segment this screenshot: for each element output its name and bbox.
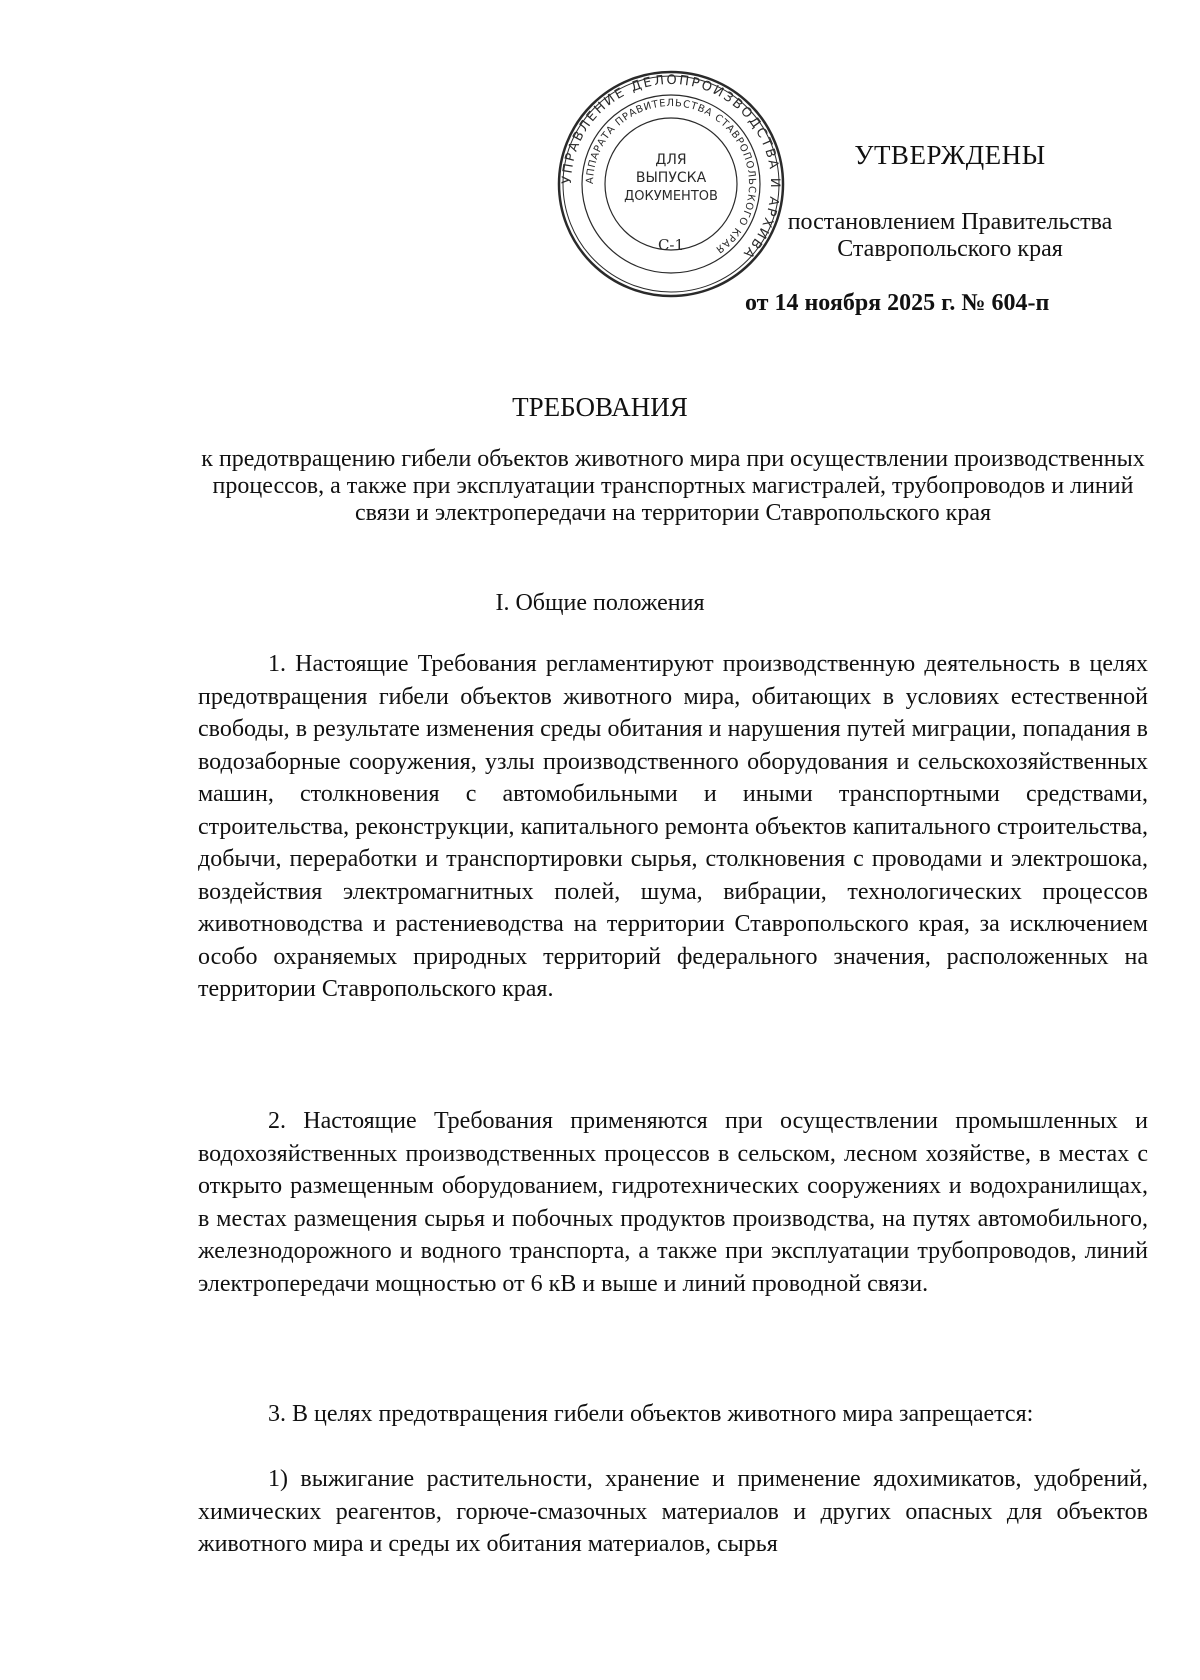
paragraph-2-text: 2. Настоящие Требования применяются при осуществлении промышленных и водохозяйственных производственных процессов в сельском, лесном хозяйстве, в местах с открыто размещенным оборудованием, гидротехнических сооружениях и водохранилищах, в местах размещения сырья и побочных продуктов производства, на путях автомобильного, железнодорожного и водного транспорта, а также при эксплуатации трубопроводов, линий электропередачи мощностью от 6 кВ и выше и линий проводной связи. xyxy=(198,1108,1148,1297)
stamp-center-line-1: ДЛЯ xyxy=(655,152,687,168)
stamp-inner-ring-text: АППАРАТА ПРАВИТЕЛЬСТВА СТАВРОПОЛЬСКОГО КРАЯ xyxy=(584,97,758,256)
stamp-center-line-3: ДОКУМЕНТОВ xyxy=(624,189,718,204)
paragraph-3-text: 3. В целях предотвращения гибели объектов животного мира запрещается: xyxy=(268,1401,1034,1427)
approval-date: от 14 ноября 2025 г. № 604-п xyxy=(745,290,1050,316)
paragraph-1-text: 1. Настоящие Требования регламентируют производственную деятельность в целях предотвращения гибели объектов животного мира, обитающих в условиях естественной свободы, в результате изменения среды обитания и нарушения путей миграции, попадания в водозаборные сооружения, узлы производственного оборудования и сельскохозяйственных машин, столкновения с автомобильными и иными транспортными средствами, строительства, реконструкции, капитального ремонта объектов капитального строительства, добычи, переработки и транспортировки сырья, столкновения с проводами и электрошока, воздействия электромагнитных полей, шума, вибрации, технологических процессов животноводства и растениеводства на территории Ставропольского края, за исключением особо охраняемых природных территорий федерального значения, расположенных на территории Ставропольского края. xyxy=(198,651,1148,1002)
approved-by-line-1: постановлением Правительства xyxy=(787,209,1113,235)
paragraph-3-item-1 xyxy=(198,1463,1148,1561)
paragraph-1 xyxy=(198,648,1148,1006)
section-heading: I. Общие положения xyxy=(495,590,705,616)
document-subtitle: к предотвращению гибели объектов животного мира при осуществлении производственных процессов, а также при эксплуатации транспортных магистралей, трубопроводов и линий связи и электропередачи на территории Ставропольского края xyxy=(201,446,1145,526)
paragraph-3 xyxy=(198,1398,1148,1431)
document-title: ТРЕБОВАНИЯ xyxy=(512,392,688,422)
stamp-outer-ring-text: УПРАВЛЕНИЕ ДЕЛОПРОИЗВОДСТВА И АРХИВА xyxy=(559,72,783,263)
stamp-code: С-1 xyxy=(657,236,685,254)
approved-by-line-2: Ставропольского края xyxy=(837,236,1063,262)
paragraph-3-item-1-text: 1) выжигание растительности, хранение и применение ядохимикатов, удобрений, химических реагентов, горюче-смазочных материалов и других опасных для объектов животного мира и среды их обитания материалов, сырья xyxy=(198,1466,1148,1557)
stamp-center-line-2: ВЫПУСКА xyxy=(635,170,707,186)
paragraph-2 xyxy=(198,1105,1148,1300)
approved-title: УТВЕРЖДЕНЫ xyxy=(854,140,1046,170)
approval-block xyxy=(740,140,1160,263)
